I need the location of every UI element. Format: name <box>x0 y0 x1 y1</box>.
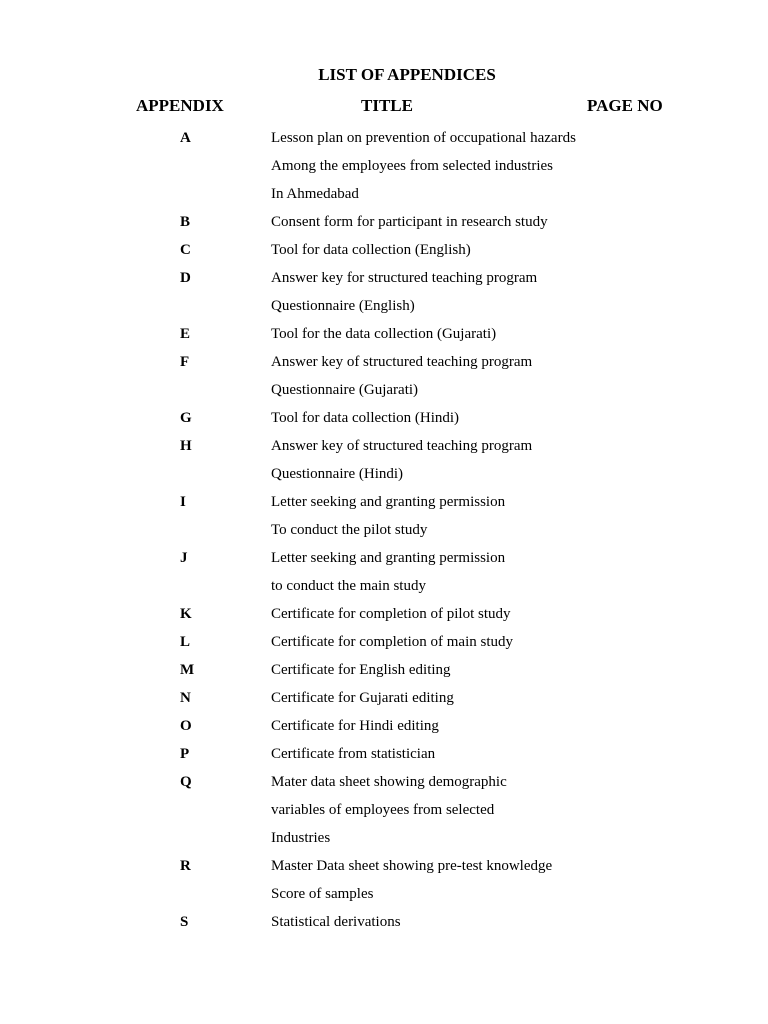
appendix-entry <box>0 740 768 768</box>
page-no-column-header: PAGE NO <box>587 96 663 115</box>
appendix-title <box>271 432 532 488</box>
appendix-letter: Q <box>180 774 192 790</box>
appendix-letter: P <box>180 746 190 762</box>
appendix-entry <box>0 656 768 684</box>
appendix-entry <box>0 768 768 852</box>
appendix-entry <box>0 320 768 348</box>
appendix-letter: L <box>180 634 191 650</box>
appendix-entry <box>0 852 768 908</box>
appendix-letter: A <box>180 130 191 146</box>
appendix-title-line: Master Data sheet showing pre-test knowledge <box>271 858 553 874</box>
appendix-title-line: To conduct the pilot study <box>271 522 428 538</box>
appendix-title <box>271 656 451 684</box>
appendix-title <box>271 124 576 208</box>
appendix-letter: J <box>180 550 188 566</box>
appendix-entry <box>0 488 768 544</box>
appendix-title <box>271 908 401 936</box>
appendix-letter: I <box>180 494 186 510</box>
appendix-title-line: Industries <box>271 830 331 846</box>
appendix-title <box>271 208 548 236</box>
appendix-letter: O <box>180 718 192 734</box>
appendix-title-line: Tool for the data collection (Gujarati) <box>271 326 497 342</box>
appendix-title <box>271 544 505 600</box>
appendix-title-line: Certificate for completion of main study <box>271 634 514 650</box>
appendix-list <box>0 124 768 936</box>
appendix-title-line: In Ahmedabad <box>271 186 359 202</box>
appendix-title <box>271 852 552 908</box>
appendix-entry <box>0 404 768 432</box>
appendix-entry <box>0 432 768 488</box>
appendix-entry <box>0 628 768 656</box>
appendix-title-line: Questionnaire (Gujarati) <box>271 382 419 398</box>
appendix-title-line: Letter seeking and granting permission <box>271 494 506 510</box>
appendix-entry <box>0 208 768 236</box>
appendix-entry <box>0 124 768 208</box>
appendix-title-line: Answer key for structured teaching program <box>271 270 538 286</box>
appendix-title-line: Letter seeking and granting permission <box>271 550 506 566</box>
appendix-title-line: Answer key of structured teaching program <box>271 438 533 454</box>
appendix-title-line: Questionnaire (Hindi) <box>271 466 404 482</box>
appendix-letter: H <box>180 438 192 454</box>
appendix-title-line: Lesson plan on prevention of occupational hazards <box>271 130 576 146</box>
appendix-title-line: Certificate for completion of pilot study <box>271 606 511 622</box>
appendix-title-line: Answer key of structured teaching program <box>271 354 533 370</box>
appendix-entry <box>0 264 768 320</box>
appendix-title-line: Certificate for Gujarati editing <box>271 690 454 706</box>
appendix-letter: B <box>180 214 191 230</box>
appendix-title-line: Certificate for English editing <box>271 662 451 678</box>
appendix-title <box>271 712 439 740</box>
appendix-letter: C <box>180 242 191 258</box>
appendix-title-line: Score of samples <box>271 886 374 902</box>
appendix-title <box>271 600 511 628</box>
appendix-letter: E <box>180 326 191 342</box>
appendix-title-line: Certificate from statistician <box>271 746 436 762</box>
appendix-letter: K <box>180 606 192 622</box>
appendix-letter: G <box>180 410 192 426</box>
appendix-title <box>271 236 471 264</box>
appendix-title-line: Statistical derivations <box>271 914 401 930</box>
appendix-title <box>271 488 505 544</box>
appendix-title-line: Tool for data collection (Hindi) <box>271 410 460 426</box>
appendix-entry <box>0 544 768 600</box>
appendix-entry <box>0 600 768 628</box>
page-title: LIST OF APPENDICES <box>318 65 496 84</box>
appendix-entry <box>0 236 768 264</box>
appendix-entry <box>0 348 768 404</box>
appendix-entry <box>0 684 768 712</box>
appendix-title-line: Consent form for participant in research study <box>271 214 548 230</box>
appendix-title-line: Mater data sheet showing demographic <box>271 774 507 790</box>
appendix-entry <box>0 908 768 936</box>
appendix-title-line: Tool for data collection (English) <box>271 242 471 258</box>
appendix-letter: S <box>180 914 189 930</box>
appendix-letter: N <box>180 690 191 706</box>
appendix-title <box>271 684 454 712</box>
title-column-header: TITLE <box>361 96 413 115</box>
appendix-title-line: Certificate for Hindi editing <box>271 718 439 734</box>
appendix-title <box>271 628 513 656</box>
appendix-title-line: Among the employees from selected industries <box>271 158 554 174</box>
appendix-title <box>271 264 537 320</box>
appendix-letter: F <box>180 354 190 370</box>
appendix-letter: M <box>180 662 195 678</box>
appendix-title <box>271 404 459 432</box>
appendix-title <box>271 768 507 852</box>
appendix-title-line: to conduct the main study <box>271 578 426 594</box>
appendix-title-line: Questionnaire (English) <box>271 298 415 314</box>
appendix-letter: D <box>180 270 191 286</box>
appendix-entry <box>0 712 768 740</box>
appendix-letter: R <box>180 858 191 874</box>
appendix-column-header: APPENDIX <box>136 96 224 115</box>
appendix-title <box>271 740 435 768</box>
appendix-title-line: variables of employees from selected <box>271 802 495 818</box>
appendix-title <box>271 348 532 404</box>
appendix-title <box>271 320 496 348</box>
